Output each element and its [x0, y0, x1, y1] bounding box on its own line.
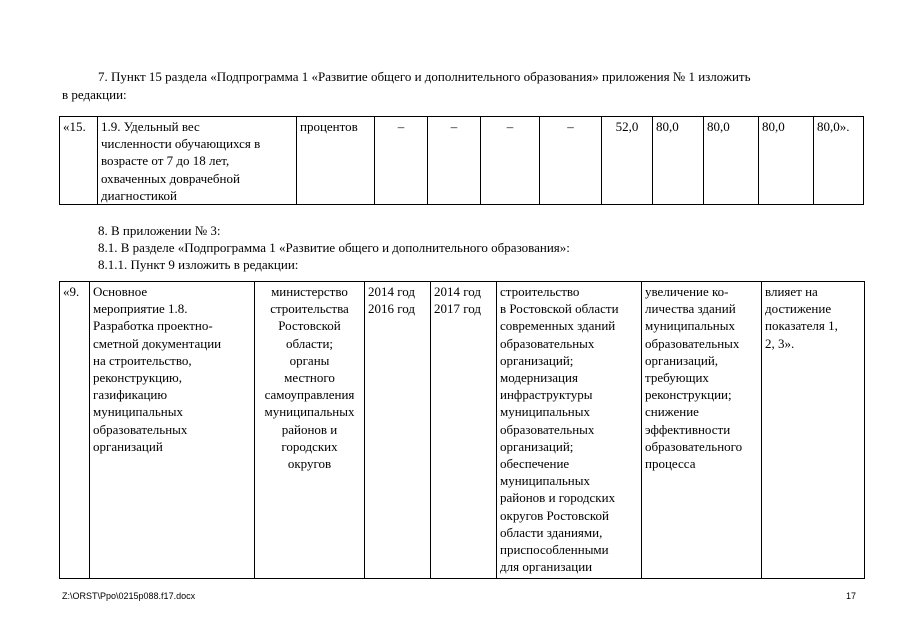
non-implementation-consequences: увеличение ко- личества зданий муниципальных образовательных организаций, требующих реконструкции; снижение эффективности образовательного процесса [642, 282, 762, 579]
item8-line2: 8.1. В разделе «Подпрограмма 1 «Развитие общего и дополнительного образования»: [98, 240, 570, 255]
item7-line1: 7. Пункт 15 раздела «Подпрограмма 1 «Развитие общего и дополнительного образования» приложения № 1 изложить [98, 69, 751, 84]
responsible-executor: министерство строительства Ростовской области; органы местного самоуправления муниципальных районов и городских округов [255, 282, 365, 579]
row-number: «15. [60, 117, 98, 205]
value-cell: – [428, 117, 481, 205]
table-paragraph-9 [59, 281, 865, 579]
start-years: 2014 год 2016 год [365, 282, 431, 579]
indicator-link: влияет на достижение показателя 1, 2, 3». [762, 282, 865, 579]
indicator-name: 1.9. Удельный вес численности обучающихся в возрасте от 7 до 18 лет, охваченных доврачебной диагностикой [98, 117, 297, 205]
expected-result: строительство в Ростовской области современных зданий образовательных организаций; модернизация инфраструктуры муниципальных образовательных организаций; обеспечение муниципальных районов и городских округов Ростовской области зданиями, приспособленными для организации [497, 282, 642, 579]
table-row [60, 282, 865, 579]
value-cell: 80,0». [814, 117, 864, 205]
table-paragraph-15 [59, 116, 864, 205]
item7-line2: в редакции: [62, 87, 127, 102]
value-cell: 80,0 [759, 117, 814, 205]
value-cell: 80,0 [704, 117, 759, 205]
row-number: «9. [60, 282, 90, 579]
item8-line3: 8.1.1. Пункт 9 изложить в редакции: [98, 257, 299, 272]
value-cell: 80,0 [653, 117, 704, 205]
table-row [60, 117, 864, 205]
page-number: 17 [846, 591, 857, 601]
activity-name: Основное мероприятие 1.8. Разработка проектно- сметной документации на строительство, реконструкцию, газификацию муниципальных образовательных организаций [90, 282, 255, 579]
unit: процентов [297, 117, 375, 205]
value-cell: 52,0 [602, 117, 653, 205]
item8-line1: 8. В приложении № 3: [98, 223, 221, 238]
end-years: 2014 год 2017 год [431, 282, 497, 579]
value-cell: – [540, 117, 602, 205]
value-cell: – [375, 117, 428, 205]
file-path: Z:\ORST\Ppo\0215p088.f17.docx [62, 591, 196, 601]
value-cell: – [481, 117, 540, 205]
